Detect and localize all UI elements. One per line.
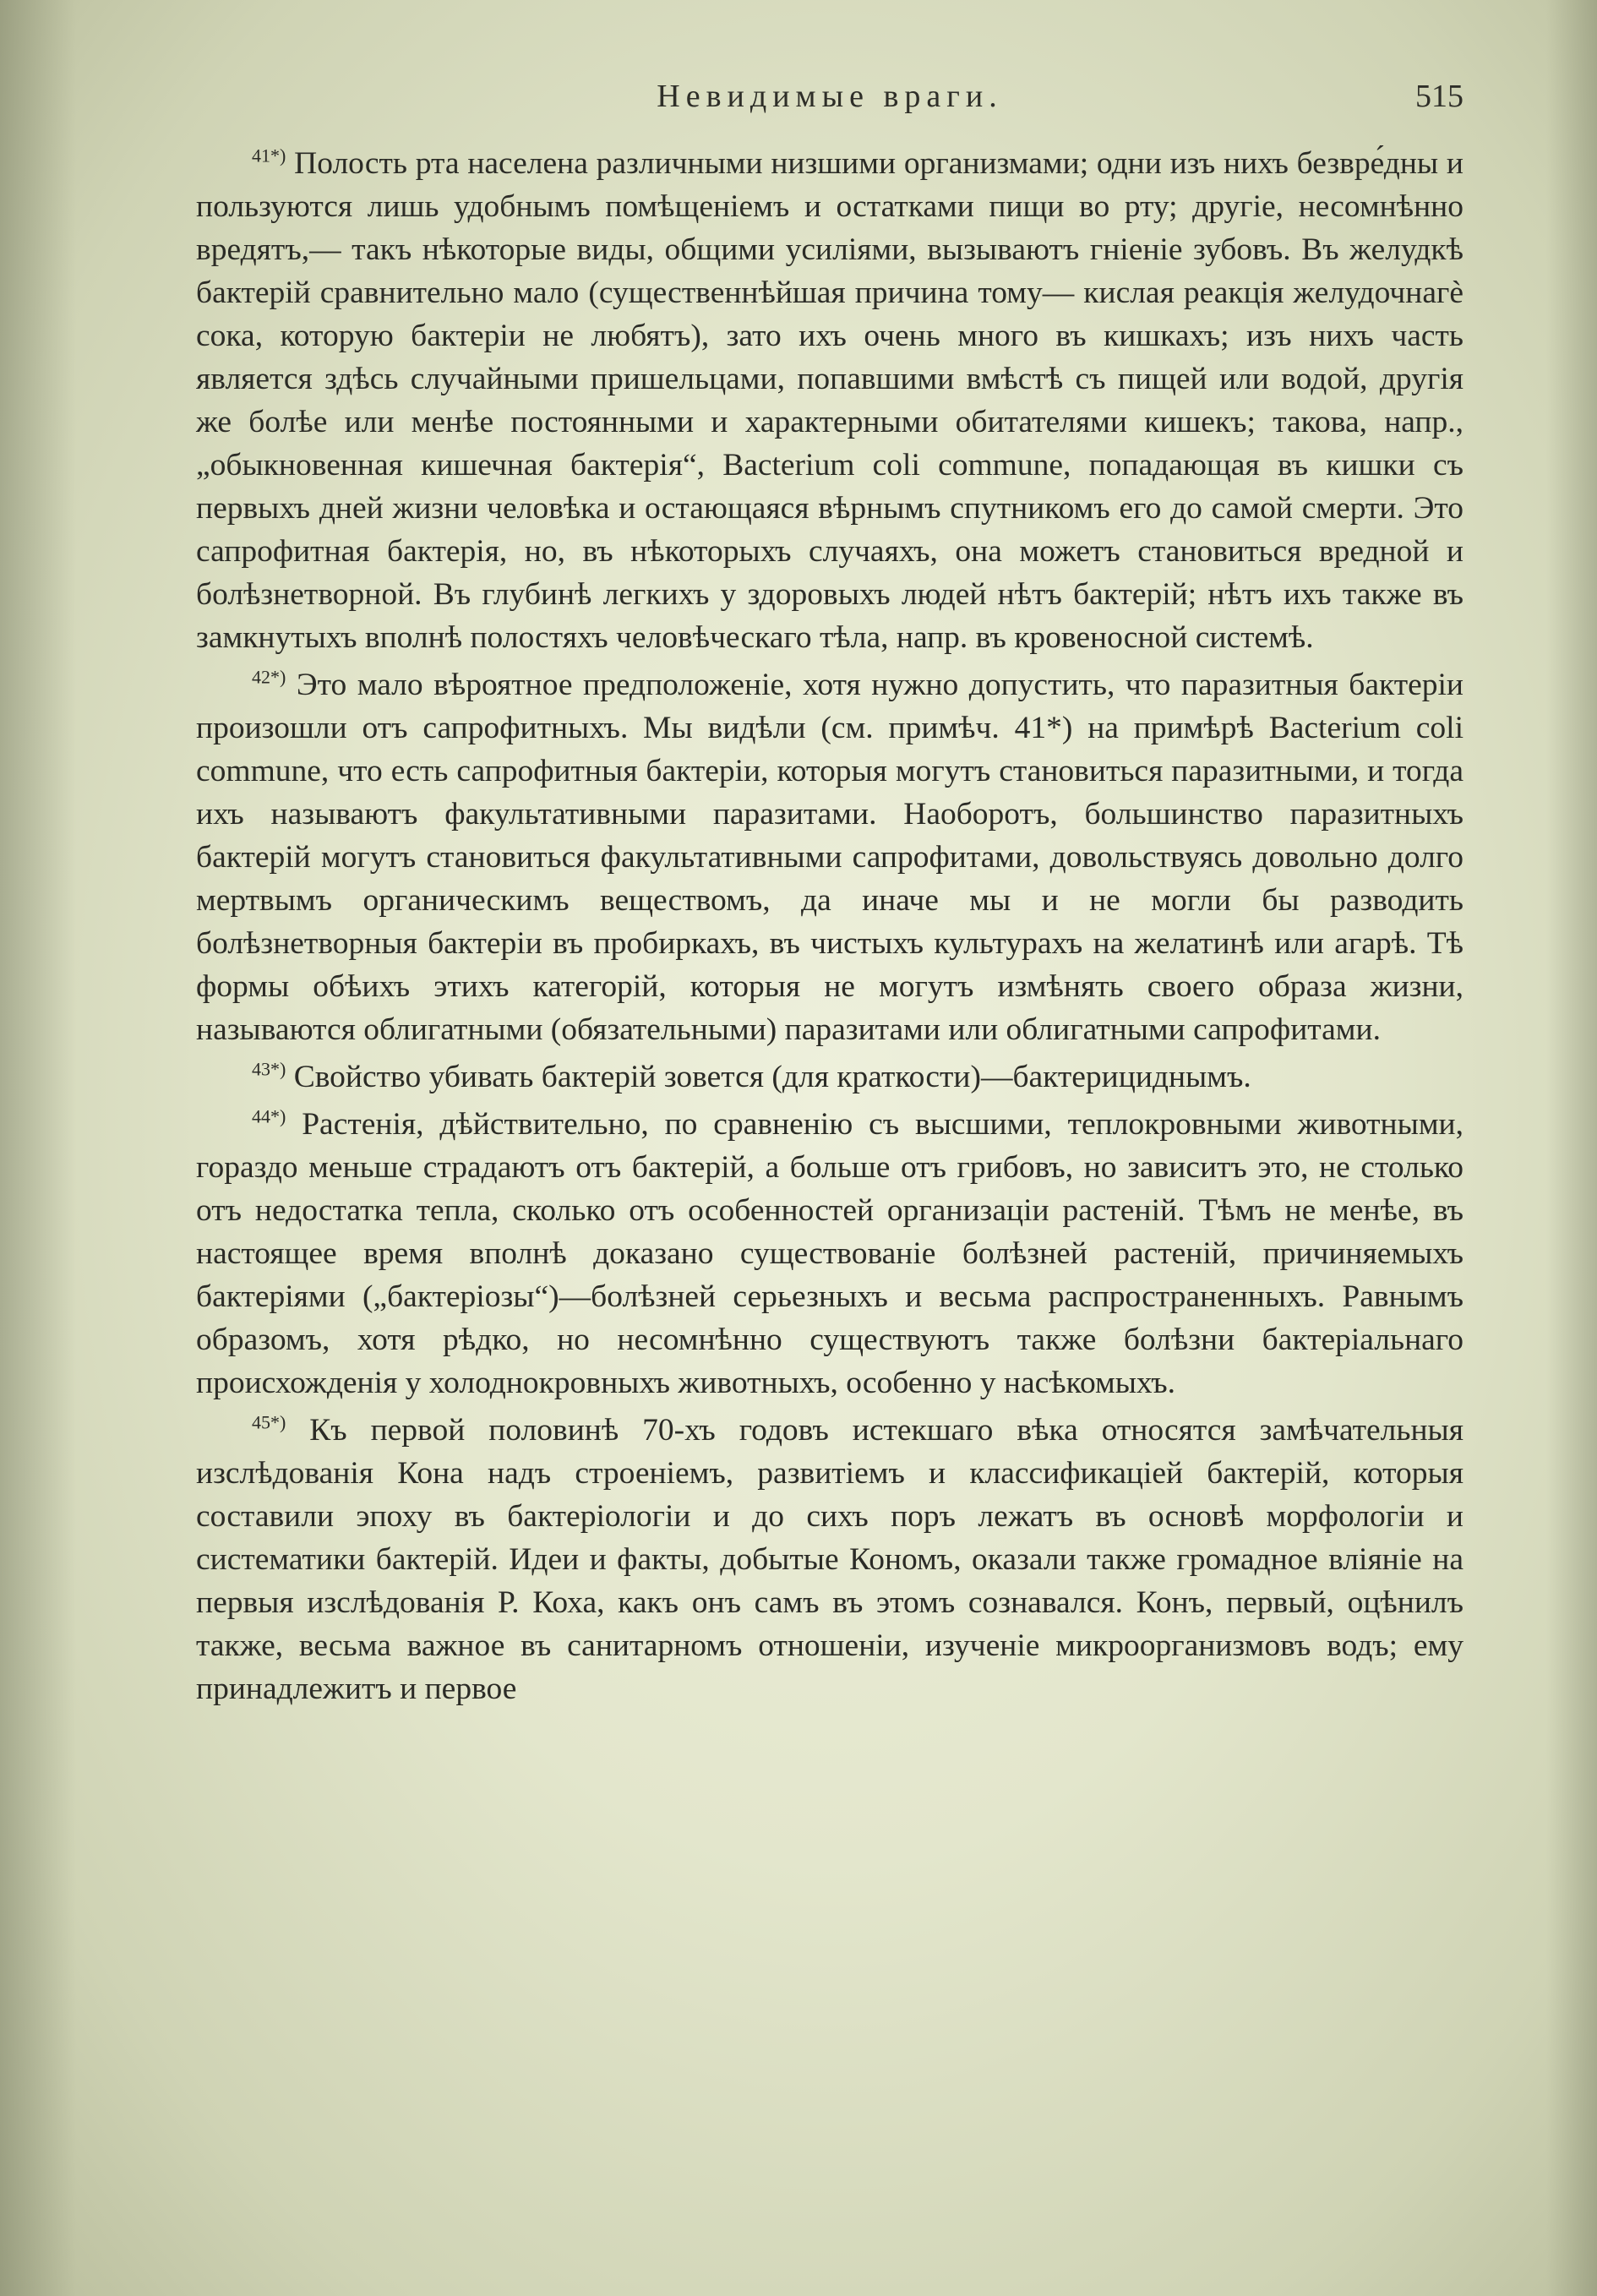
footnote-text: Свойство убивать бактерій зовется (для краткости)—бактерициднымъ. bbox=[293, 1060, 1251, 1094]
footnote-marker: 43*) bbox=[252, 1058, 286, 1080]
page-edge-shadow-left bbox=[0, 0, 76, 2296]
footnote-marker: 44*) bbox=[252, 1105, 286, 1127]
running-title: Невидимые враги. bbox=[657, 79, 1003, 114]
footnote-text: Растенія, дѣйствительно, по сравненію съ высшими, теплокровными животными, гораздо меньше страдаютъ отъ бактерій, а больше отъ грибовъ, но зависитъ это, не столько отъ недостатка тепла, сколько отъ особенностей организаціи растеній. Тѣмъ не менѣе, въ настоящее время вполнѣ доказано существованіе болѣзней растеній, причиняемыхъ бактеріями („бактеріозы“)—болѣзней серьезныхъ и весьма распространенныхъ. Равнымъ образомъ, хотя рѣдко, но несомнѣнно существуютъ также болѣзни бактеріальнаго происхожденія у холоднокровныхъ животныхъ, особенно у насѣкомыхъ. bbox=[196, 1107, 1463, 1400]
footnote-text: Это мало вѣроятное предположеніе, хотя нужно допустить, что паразитныя бактеріи произошли отъ сапрофитныхъ. Мы видѣли (см. примѣч. 41*) на примѣрѣ Bacterium coli commune, что есть сапрофитныя бактеріи, которыя могутъ становиться паразитными, и тогда ихъ называютъ факультативными паразитами. Наоборотъ, большинство паразитныхъ бактерій могутъ становиться факультативными сапрофитами, довольствуясь довольно долго мертвымъ органическимъ веществомъ, да иначе мы и не могли бы разводить болѣзнетворныя бактеріи въ пробиркахъ, въ чистыхъ культурахъ на желатинѣ или агарѣ. Тѣ формы обѣихъ этихъ категорій, которыя не могутъ измѣнять своего образа жизни, называются облигатными (обязательными) паразитами или облигатными сапрофитами. bbox=[196, 668, 1463, 1047]
footnote-42 bbox=[196, 663, 1463, 1051]
footnote-41 bbox=[196, 142, 1463, 659]
footnote-marker: 45*) bbox=[252, 1411, 286, 1433]
footnote-45 bbox=[196, 1409, 1463, 1710]
footnote-marker: 41*) bbox=[252, 145, 286, 166]
page-edge-shadow-right bbox=[1546, 0, 1597, 2296]
footnote-43 bbox=[196, 1055, 1463, 1099]
footnote-marker: 42*) bbox=[252, 666, 286, 688]
footnote-44 bbox=[196, 1103, 1463, 1404]
footnotes-body bbox=[196, 142, 1463, 1715]
footnote-text: Къ первой половинѣ 70-хъ годовъ истекшаго вѣка относятся замѣчательныя изслѣдованія Кона надъ строеніемъ, развитіемъ и классификаціей бактерій, которыя составили эпоху въ бактеріологіи и до сихъ поръ лежатъ въ основѣ морфологіи и систематики бактерій. Идеи и факты, добытые Кономъ, оказали также громадное вліяніе на первыя изслѣдованія Р. Коха, какъ онъ самъ въ этомъ сознавался. Конъ, первый, оцѣнилъ также, весьма важное въ санитарномъ отношеніи, изученіе микроорганизмовъ водъ; ему принадлежитъ и первое bbox=[196, 1413, 1464, 1706]
page-header bbox=[196, 78, 1463, 128]
footnote-text: Полость рта населена различными низшими организмами; одни изъ нихъ безвре́дны и пользуются лишь удобнымъ помѣщеніемъ и остатками пищи во рту; другіе, несомнѣнно вредятъ,— такъ нѣкоторые виды, общими усиліями, вызываютъ гніеніе зубовъ. Въ желудкѣ бактерій сравнительно мало (существеннѣйшая причина тому— кислая реакція желудочнагѐ сока, которую бактеріи не любятъ), зато ихъ очень много въ кишкахъ; изъ нихъ часть является здѣсь случайными пришельцами, попавшими вмѣстѣ съ пищей или водой, другія же болѣе или менѣе постоянными и характерными обитателями кишекъ; такова, напр., „обыкновенная кишечная бактерія“, Bacterium coli commune, попадающая въ кишки съ первыхъ дней жизни человѣка и остающаяся вѣрнымъ спутникомъ его до самой смерти. Это сапрофитная бактерія, но, въ нѣкоторыхъ случаяхъ, она можетъ становиться вредной и болѣзнетворной. Въ глубинѣ легкихъ у здоровыхъ людей нѣтъ бактерій; нѣтъ ихъ также въ замкнутыхъ вполнѣ полостяхъ человѣческаго тѣла, напр. въ кровеносной системѣ. bbox=[196, 146, 1463, 655]
page-number: 515 bbox=[1415, 79, 1463, 114]
